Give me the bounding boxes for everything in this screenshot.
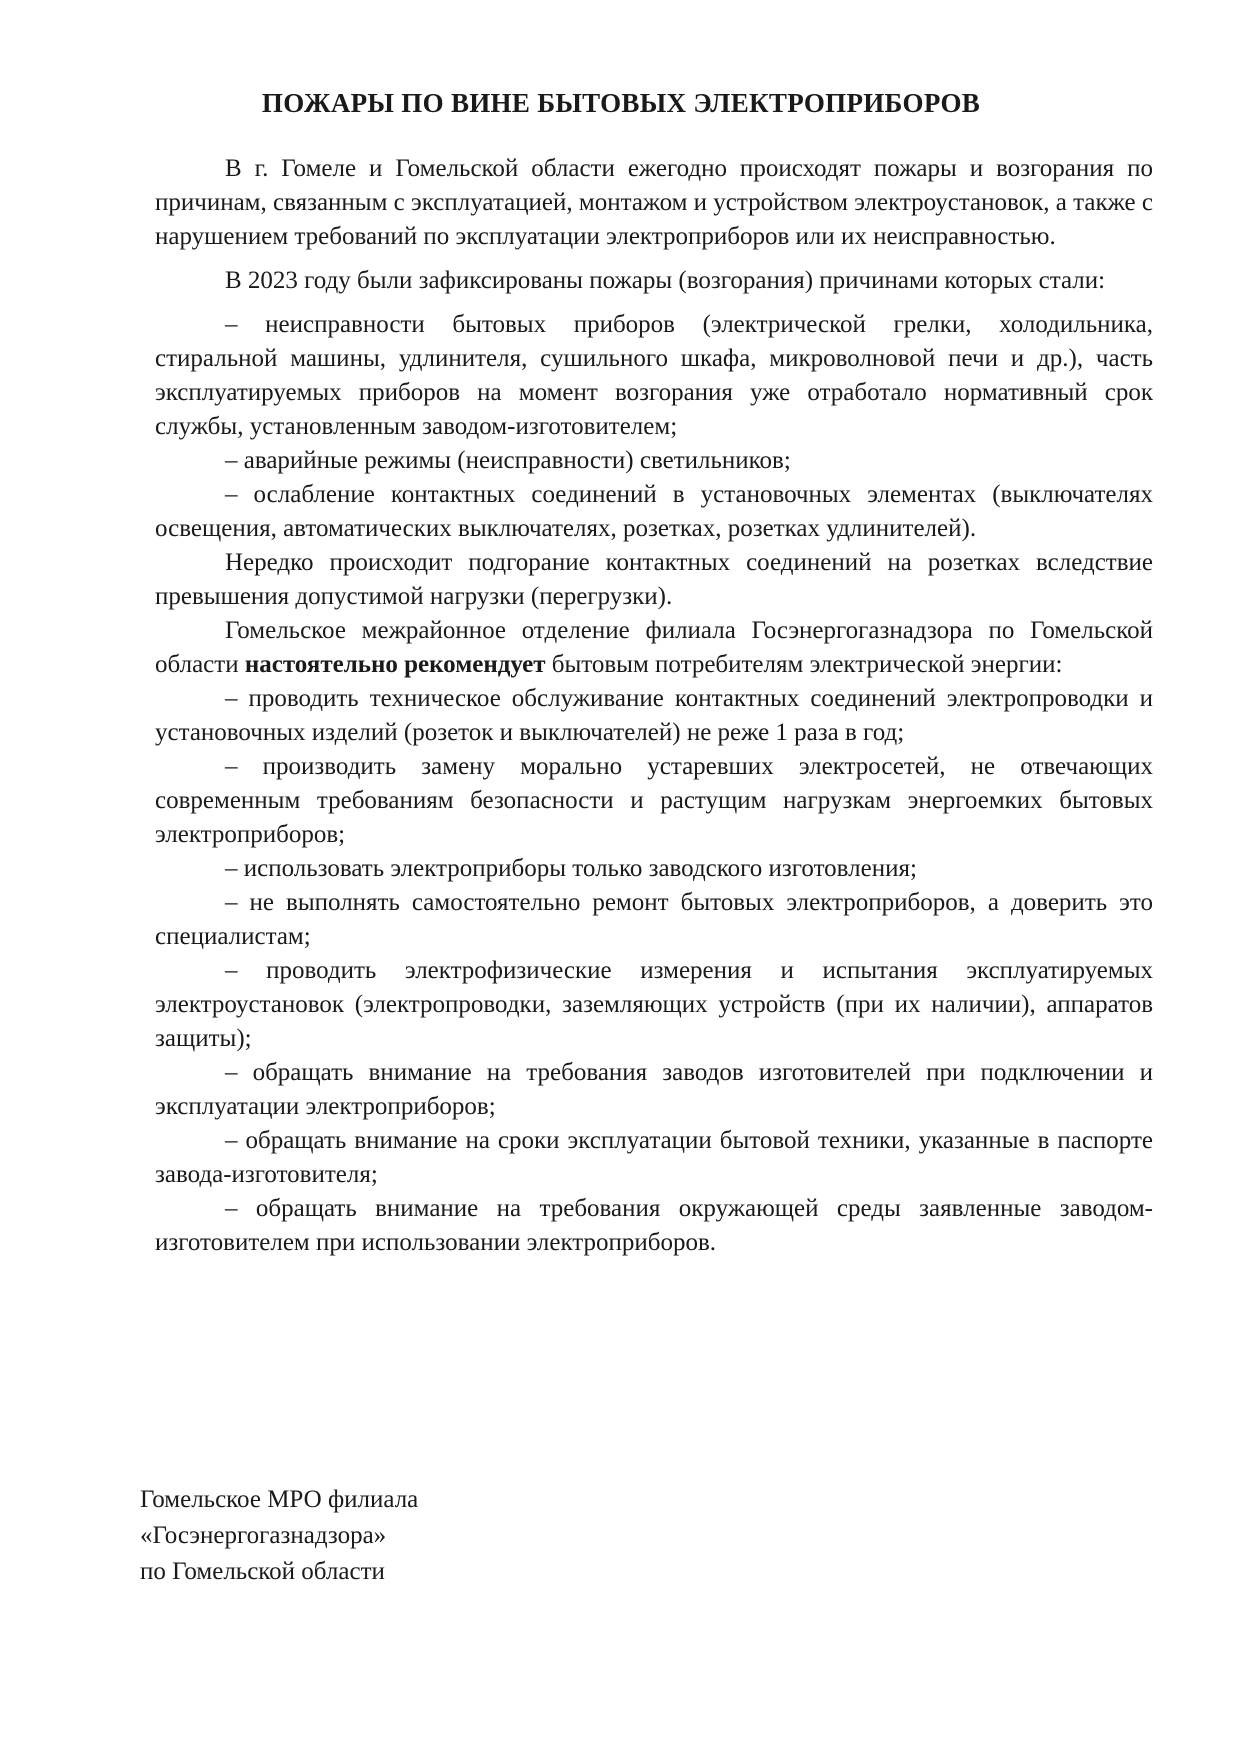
recommendation-item: – проводить электрофизические измерения и испытания эксплуатируемых электроустановок (электропроводки, заземляющих устройств (при их наличии), аппаратов защиты); bbox=[155, 957, 1153, 1052]
signature-line: по Гомельской области bbox=[140, 1558, 385, 1585]
recommendation-item: – обращать внимание на требования окружающей среды заявленные заводом-изготовителем при использовании электроприборов. bbox=[155, 1195, 1153, 1256]
recommendation-item: – обращать внимание на сроки эксплуатации бытовой техники, указанные в паспорте завода-изготовителя; bbox=[155, 1127, 1153, 1188]
recommendation-item: – производить замену морально устаревших электросетей, не отвечающих современным требованиям безопасности и растущим нагрузкам энергоемких бытовых электроприборов; bbox=[155, 753, 1153, 848]
paragraph: Нередко происходит подгорание контактных соединений на розетках вследствие превышения допустимой нагрузки (перегрузки). bbox=[155, 549, 1153, 610]
paragraph: В г. Гомеле и Гомельской области ежегодно происходят пожары и возгорания по причинам, связанным с эксплуатацией, монтажом и устройством электроустановок, а также с нарушением требований по эксплуатации электроприборов или их неисправностью. bbox=[155, 155, 1153, 250]
signature-line: «Госэнергогазнадзора» bbox=[140, 1522, 387, 1549]
signature-line: Гомельское МРО филиала bbox=[140, 1486, 419, 1513]
recommendation-intro: Гомельское межрайонное отделение филиала Госэнергогазнадзора по Гомельской области bbox=[155, 617, 1153, 678]
signature-block bbox=[140, 1482, 418, 1590]
list-item: – аварийные режимы (неисправности) светильников; bbox=[225, 447, 791, 474]
recommendation-paragraph bbox=[155, 614, 1153, 682]
recommendation-outro: бытовым потребителям электрической энергии: bbox=[545, 651, 1063, 678]
recommendation-item: – обращать внимание на требования заводов изготовителей при подключении и эксплуатации электроприборов; bbox=[155, 1059, 1153, 1120]
document-body bbox=[155, 152, 1153, 1260]
recommendation-item: – использовать электроприборы только заводского изготовления; bbox=[225, 855, 917, 882]
list-item: – неисправности бытовых приборов (электрической грелки, холодильника, стиральной машины, удлинителя, сушильного шкафа, микроволновой печи и др.), часть эксплуатируемых приборов на момент возгорания уже отработало нормативный срок службы, установленным заводом-изготовителем; bbox=[155, 311, 1153, 440]
list-item: – ослабление контактных соединений в установочных элементах (выключателях освещения, автоматических выключателях, розетках, розетках удлинителей). bbox=[155, 481, 1153, 542]
recommendation-item: – не выполнять самостоятельно ремонт бытовых электроприборов, а доверить это специалистам; bbox=[155, 889, 1153, 950]
paragraph: В 2023 году были зафиксированы пожары (возгорания) причинами которых стали: bbox=[225, 267, 1106, 294]
recommendation-item: – проводить техническое обслуживание контактных соединений электропроводки и установочных изделий (розеток и выключателей) не реже 1 раза в год; bbox=[155, 685, 1153, 746]
recommendation-emphasis: настоятельно рекомендует bbox=[244, 651, 546, 678]
document-title: ПОЖАРЫ ПО ВИНЕ БЫТОВЫХ ЭЛЕКТРОПРИБОРОВ bbox=[261, 88, 981, 118]
